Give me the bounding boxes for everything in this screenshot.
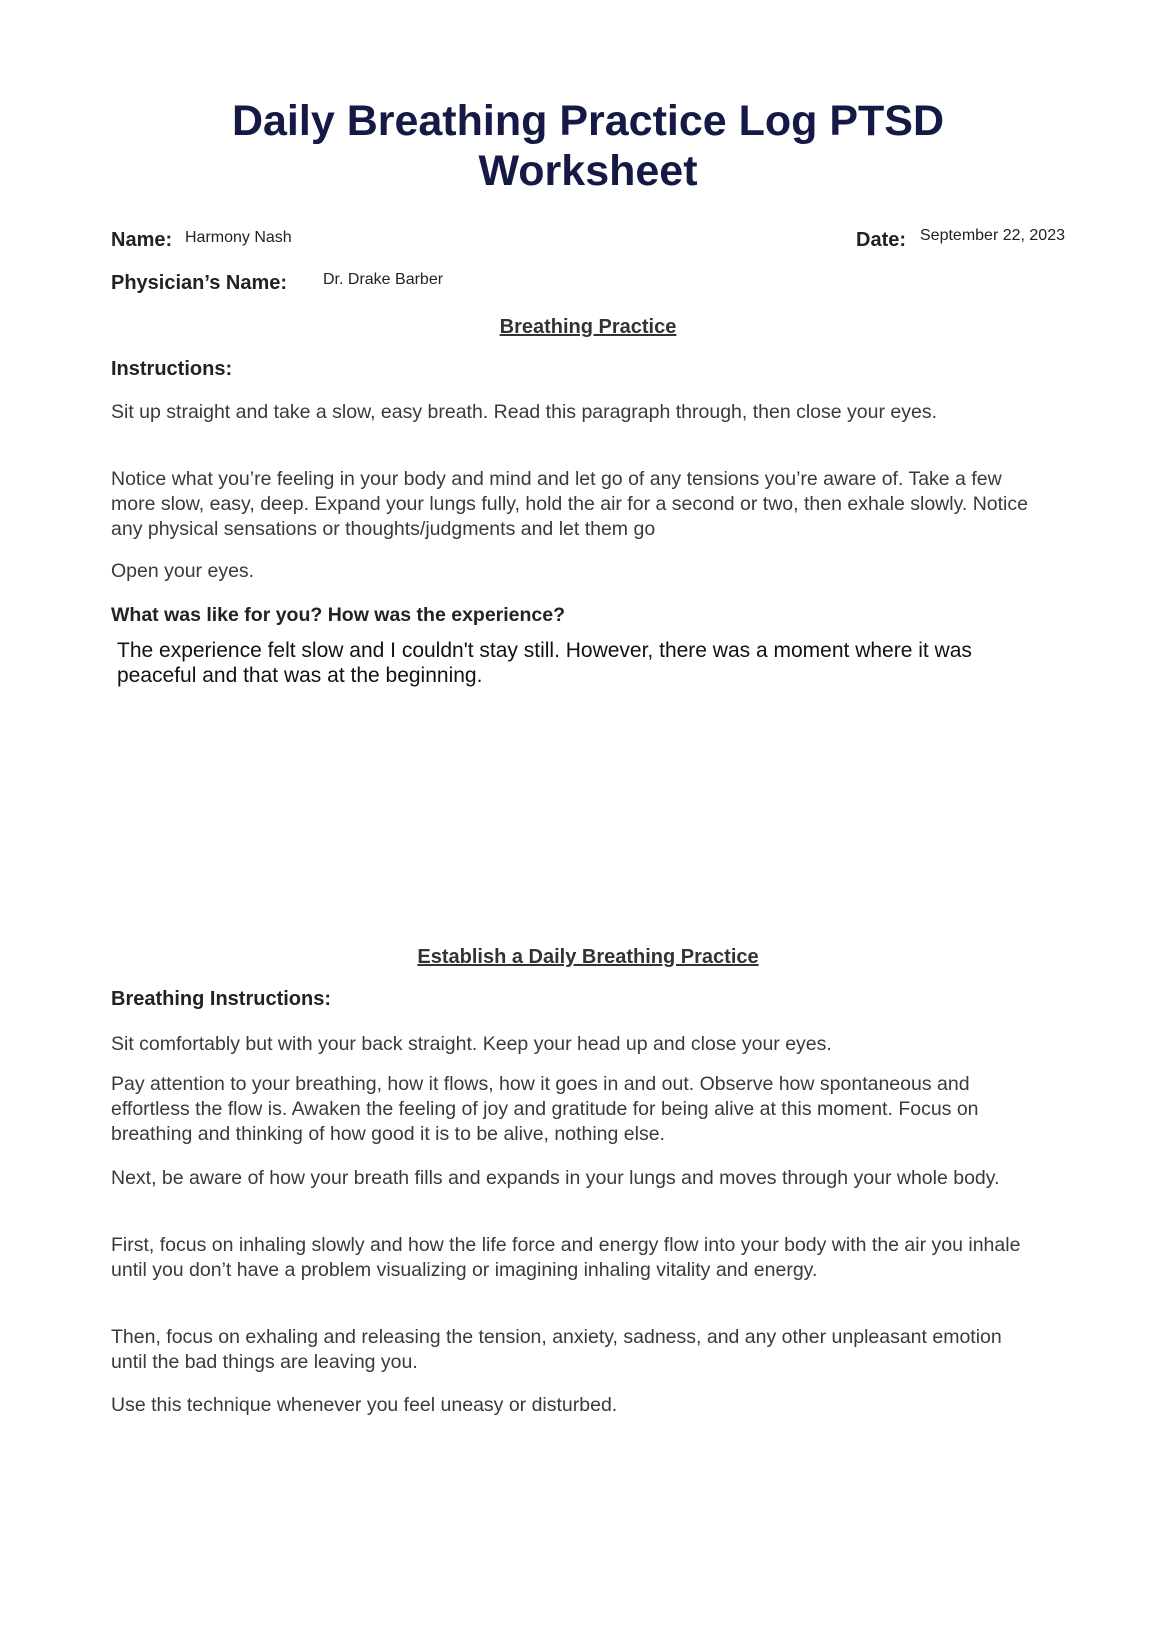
instructions-label: Instructions: [111,358,233,380]
date-label: Date: [856,229,907,251]
section-heading-breathing-practice: Breathing Practice [499,316,677,338]
page-title: Daily Breathing Practice Log PTSD Worksheet [231,97,945,195]
section-heading-daily-practice: Establish a Daily Breathing Practice [417,946,759,968]
date-value: September 22, 2023 [920,227,1065,244]
breathing-instructions-label: Breathing Instructions: [111,988,332,1010]
experience-question: What was like for you? How was the experience? [111,604,566,626]
name-value: Harmony Nash [185,229,292,246]
breathing-paragraph: First, focus on inhaling slowly and how the life force and energy flow into your body with the air you inhale until you don’t have a problem visualizing or imagining inhaling vitality and energy. [111,1234,1021,1281]
instruction-paragraph: Notice what you’re feeling in your body and mind and let go of any tensions you’re aware of. Take a few more slow, easy, deep. Expand your lungs fully, hold the air for a second or two, then exhale slowly. Notice any physical sensations or thoughts/judgments and let them go [111,468,1028,540]
breathing-paragraph: Pay attention to your breathing, how it flows, how it goes in and out. Observe how spontaneous and effortless the flow is. Awaken the feeling of joy and gratitude for being alive at this moment. Focus on breathing and thinking of how good it is to be alive, nothing else. [111,1073,979,1145]
physician-value: Dr. Drake Barber [323,271,444,288]
breathing-paragraph: Then, focus on exhaling and releasing the tension, anxiety, sadness, and any other unpleasant emotion until the bad things are leaving you. [111,1326,1002,1373]
breathing-paragraph: Next, be aware of how your breath fills and expands in your lungs and moves through your whole body. [111,1167,1000,1189]
instruction-paragraph: Open your eyes. [111,560,255,582]
experience-answer[interactable]: The experience felt slow and I couldn't stay still. However, there was a moment where it was peaceful and that was at the beginning. [117,639,972,687]
name-label: Name: [111,229,173,251]
breathing-paragraph: Sit comfortably but with your back straight. Keep your head up and close your eyes. [111,1033,832,1055]
instruction-paragraph: Sit up straight and take a slow, easy breath. Read this paragraph through, then close your eyes. [111,401,937,423]
breathing-paragraph: Use this technique whenever you feel uneasy or disturbed. [111,1394,618,1416]
physician-label: Physician’s Name: [111,272,288,294]
